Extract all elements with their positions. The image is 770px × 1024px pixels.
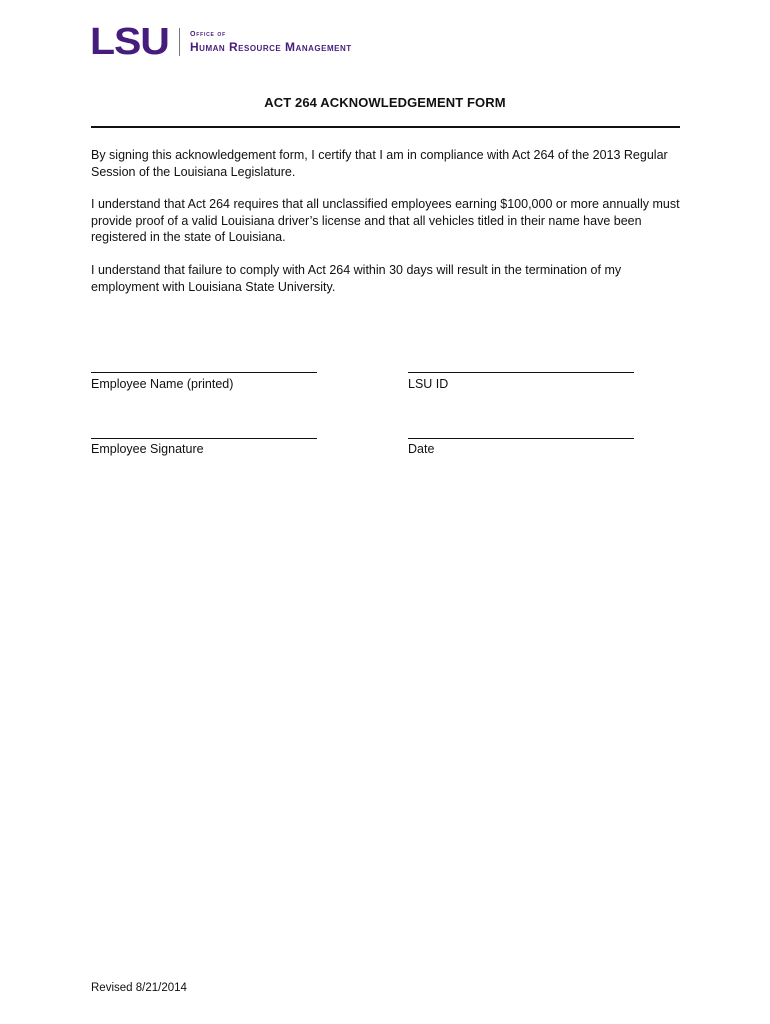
form-title: ACT 264 ACKNOWLEDGEMENT FORM — [264, 95, 506, 110]
logo-office-label: Office of — [190, 31, 226, 38]
date-label: Date — [408, 442, 435, 456]
employee-name-line[interactable] — [91, 372, 317, 373]
revised-date: Revised 8/21/2014 — [91, 982, 187, 994]
employee-signature-line[interactable] — [91, 438, 317, 439]
lsu-logo-mark: LSU — [90, 21, 169, 63]
employee-signature-label: Employee Signature — [91, 442, 204, 456]
paragraph-termination: I understand that failure to comply with Act 264 within 30 days will result in the termination of my employment with Louisiana State University. — [91, 263, 622, 294]
lsu-id-label: LSU ID — [408, 377, 449, 391]
title-rule — [91, 126, 680, 128]
paragraph-certification: By signing this acknowledgement form, I certify that I am in compliance with Act 264 of the 2013 Regular Session of the Louisiana Legislature. — [91, 148, 668, 179]
date-line[interactable] — [408, 438, 634, 439]
logo-text — [190, 30, 352, 54]
logo-department-name: Human Resource Management — [190, 40, 352, 54]
lsu-id-line[interactable] — [408, 372, 634, 373]
logo-divider — [179, 28, 180, 56]
employee-name-label: Employee Name (printed) — [91, 377, 234, 391]
lsu-hrm-logo — [90, 21, 352, 63]
paragraph-requirements: I understand that Act 264 requires that all unclassified employees earning $100,000 or more annually must provide proof of a valid Louisiana driver’s license and that all vehicles titled in their name have been registered in the state of Louisiana. — [91, 197, 680, 244]
